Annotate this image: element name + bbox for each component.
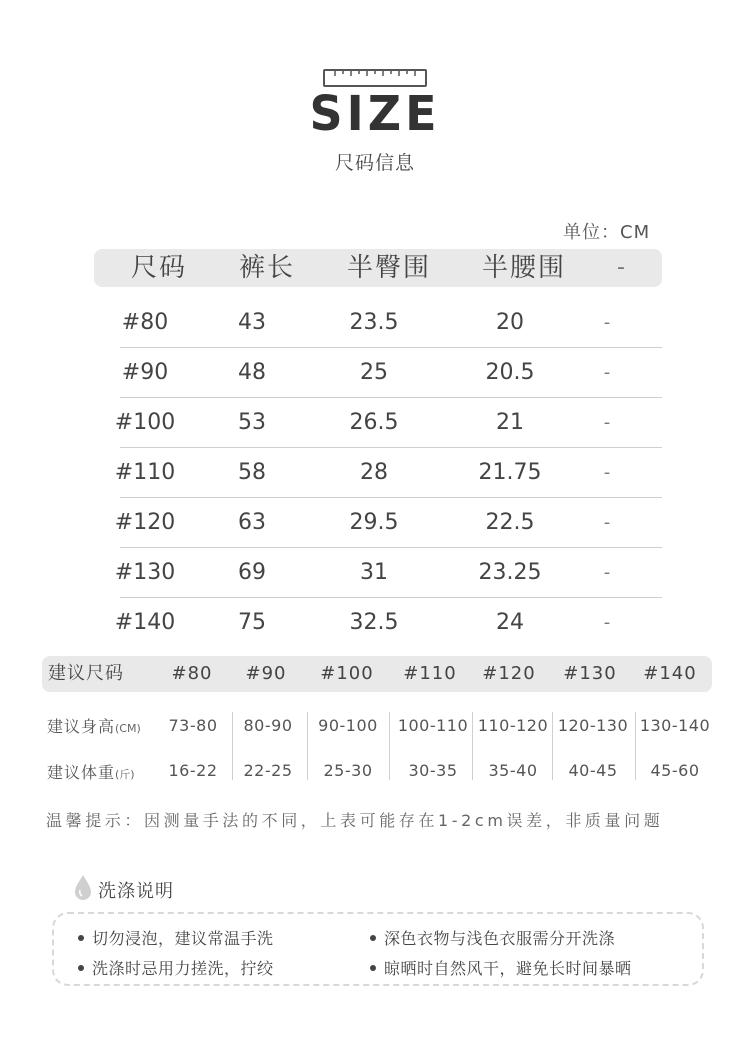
wash-title: 洗涤说明 [98, 881, 174, 902]
recommend-size: #80 [171, 663, 213, 684]
cell-size: #110 [114, 460, 176, 485]
wash-item-text: 洗涤时忌用力搓洗，拧绞 [92, 959, 274, 978]
header-length: 裤长 [238, 253, 295, 283]
header-extra: - [617, 255, 627, 280]
table-row [120, 298, 662, 348]
wash-item [78, 956, 274, 979]
cell-extra: - [603, 362, 611, 383]
weight-value: 35-40 [488, 761, 538, 780]
recommend-size: #120 [482, 663, 536, 684]
cell-hip: 32.5 [349, 610, 399, 635]
height-value: 110-120 [477, 716, 549, 735]
height-label-text: 建议身高 [47, 717, 116, 736]
cell-hip: 31 [360, 560, 388, 585]
cell-waist: 24 [496, 610, 524, 635]
cell-size: #120 [114, 510, 176, 535]
height-value: 100-110 [397, 716, 469, 735]
cell-hip: 25 [360, 360, 388, 385]
wash-item-text: 切勿浸泡，建议常温手洗 [92, 929, 274, 948]
weight-value: 25-30 [323, 761, 373, 780]
cell-size: #80 [121, 310, 169, 335]
height-label [47, 714, 141, 737]
size-header [0, 60, 750, 180]
cell-waist: 21.75 [478, 460, 542, 485]
weight-value: 16-22 [168, 761, 218, 780]
cell-extra: - [603, 412, 611, 433]
cell-size: #100 [114, 410, 176, 435]
cell-extra: - [603, 462, 611, 483]
bullet-icon [78, 965, 84, 971]
cell-waist: 20.5 [485, 360, 535, 385]
recommend-size: #130 [563, 663, 617, 684]
cell-size: #90 [121, 360, 169, 385]
weight-value: 45-60 [650, 761, 700, 780]
measurement-tip: 温馨提示：因测量手法的不同，上表可能存在1-2cm误差，非质量问题 [46, 811, 664, 830]
bullet-icon [370, 935, 376, 941]
cell-length: 43 [238, 310, 266, 335]
cell-waist: 21 [496, 410, 524, 435]
wash-item-text: 晾晒时自然风干，避免长时间暴晒 [384, 959, 632, 978]
wash-item [370, 926, 615, 949]
wash-instructions-box [52, 912, 704, 986]
table-row [114, 548, 662, 598]
wash-item [78, 926, 274, 949]
cell-hip: 26.5 [349, 410, 399, 435]
cell-length: 63 [238, 510, 266, 535]
height-value: 73-80 [168, 716, 218, 735]
cell-size: #130 [114, 560, 176, 585]
cell-length: 48 [238, 360, 266, 385]
height-value: 130-140 [639, 716, 711, 735]
height-value: 120-130 [557, 716, 629, 735]
weight-label [47, 760, 135, 783]
cell-hip: 23.5 [349, 310, 399, 335]
weight-value: 30-35 [408, 761, 458, 780]
header-hip: 半臀围 [346, 253, 431, 283]
wash-item [370, 956, 632, 979]
cell-waist: 23.25 [478, 560, 542, 585]
bullet-icon [78, 935, 84, 941]
recommend-size: #100 [320, 663, 374, 684]
size-table-header-cells [14, 249, 714, 287]
bullet-icon [370, 965, 376, 971]
cell-hip: 28 [360, 460, 388, 485]
size-title: SIZE [309, 84, 441, 142]
cell-waist: 22.5 [485, 510, 535, 535]
cell-extra: - [603, 312, 611, 333]
size-subtitle: 尺码信息 [334, 152, 415, 174]
cell-length: 69 [238, 560, 266, 585]
recommend-size: #90 [245, 663, 287, 684]
table-row [114, 448, 662, 498]
header-waist: 半腰围 [481, 253, 566, 283]
table-row [114, 498, 662, 548]
cell-length: 75 [238, 610, 266, 635]
cell-length: 58 [238, 460, 266, 485]
unit-label: 单位：CM [563, 222, 651, 243]
weight-value: 40-45 [568, 761, 618, 780]
table-row [120, 348, 662, 398]
table-row [114, 598, 662, 648]
weight-value: 22-25 [243, 761, 293, 780]
recommend-size: #110 [403, 663, 457, 684]
cell-hip: 29.5 [349, 510, 399, 535]
weight-label-text: 建议体重 [47, 763, 116, 782]
cell-extra: - [603, 612, 611, 633]
header-size: 尺码 [130, 253, 187, 283]
cell-length: 53 [238, 410, 266, 435]
height-value: 80-90 [243, 716, 293, 735]
cell-waist: 20 [496, 310, 524, 335]
recommend-size-bar [42, 656, 712, 692]
height-unit: (CM) [115, 722, 141, 735]
cell-extra: - [603, 562, 611, 583]
recommend-size-label: 建议尺码 [48, 663, 124, 684]
cell-size: #140 [114, 610, 176, 635]
recommend-size: #140 [643, 663, 697, 684]
water-drop-icon [74, 874, 92, 900]
weight-unit: (斤) [115, 768, 135, 781]
cell-extra: - [603, 512, 611, 533]
column-divider [389, 712, 390, 780]
height-value: 90-100 [318, 716, 378, 735]
table-row [114, 398, 662, 448]
wash-item-text: 深色衣物与浅色衣服需分开洗涤 [384, 929, 616, 948]
